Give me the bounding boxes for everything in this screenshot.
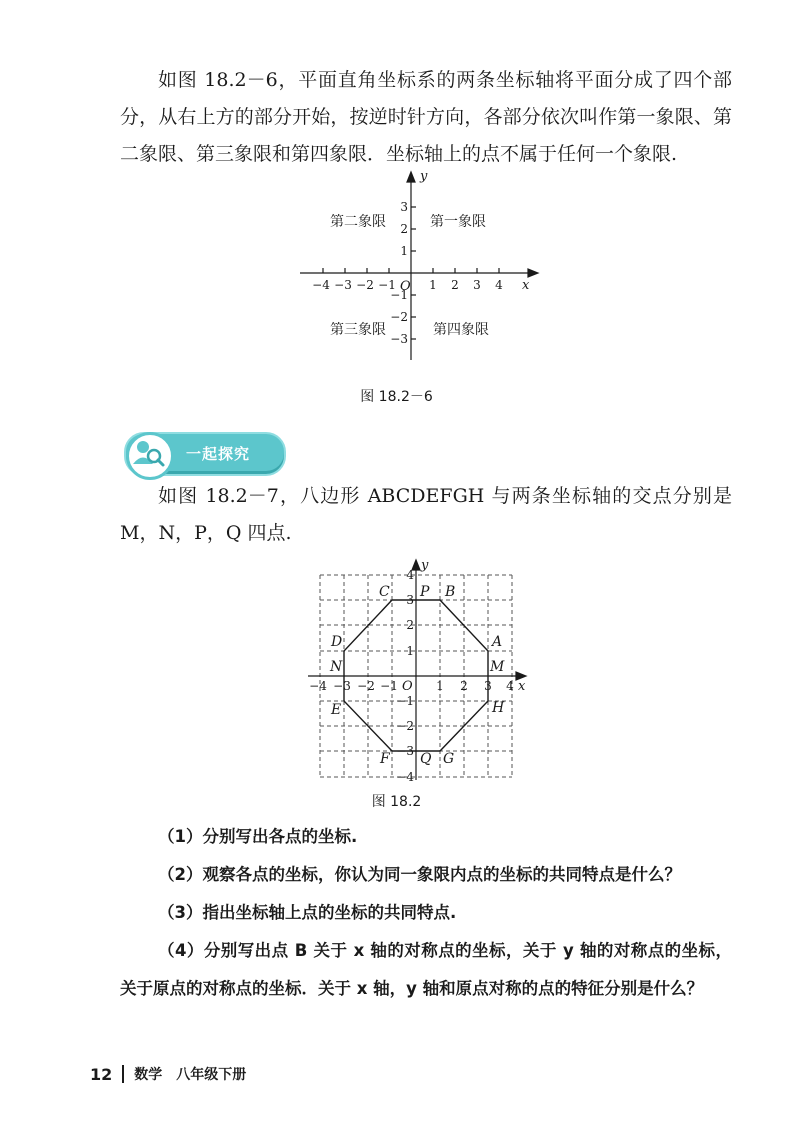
figure-caption: 图 18.2－6	[360, 389, 433, 405]
y-tick-label: −1	[396, 694, 414, 708]
badge-label: 一起探究	[186, 445, 251, 463]
point-g-label: G	[443, 751, 455, 767]
quadrant-1-label: 第一象限	[430, 214, 486, 230]
x-tick-label: 1	[429, 278, 437, 292]
y-tick-label: −3	[396, 744, 414, 758]
x-tick-label: −3	[333, 679, 351, 693]
question-1: （1）分别写出各点的坐标.	[158, 827, 358, 846]
x-tick-label: −4	[312, 278, 330, 292]
x-tick-label: 3	[473, 278, 481, 292]
footer-subject: 数学	[134, 1067, 163, 1083]
question-4: （4）分别写出点 B 关于 x 轴的对称点的坐标，关于 y 轴的对称点的坐标，关于原点的对称点的坐标．关于 x 轴，y 轴和原点对称的点的特征分别是什么？	[120, 941, 732, 998]
x-tick-label: −4	[309, 679, 327, 693]
x-tick-label: 3	[484, 679, 492, 693]
y-tick-label: −2	[390, 310, 408, 324]
page-number: 12	[90, 1064, 113, 1084]
point-a-label: A	[492, 634, 503, 650]
y-tick-label: 3	[406, 593, 414, 607]
y-tick-label: 4	[406, 568, 414, 582]
explore-paragraph: 如图 18.2－7，八边形 ABCDEFGH 与两条坐标轴的交点分别是 M，N，P，Q 四点.	[120, 485, 732, 544]
point-n-label: N	[330, 659, 343, 675]
point-b-label: B	[445, 584, 456, 600]
point-q-label: Q	[420, 751, 432, 767]
x-tick-label: 4	[495, 278, 503, 292]
footer-divider	[122, 1065, 124, 1083]
y-tick-label: −1	[390, 288, 408, 302]
x-axis-label: x	[518, 679, 526, 694]
x-tick-label: 2	[460, 679, 468, 693]
origin-label: O	[400, 279, 411, 294]
question-2: （2）观察各点的坐标，你认为同一象限内点的坐标的共同特点是什么？	[158, 865, 681, 884]
quadrant-4-label: 第四象限	[433, 322, 489, 338]
question-3: （3）指出坐标轴上点的坐标的共同特点.	[158, 903, 457, 922]
point-f-label: F	[380, 751, 390, 767]
quadrant-3-label: 第三象限	[330, 322, 386, 338]
y-tick-label: 1	[400, 244, 408, 258]
x-tick-label: −2	[357, 679, 375, 693]
x-axis-label: x	[522, 278, 530, 293]
x-tick-label: 1	[436, 679, 444, 693]
point-m-label: M	[490, 659, 505, 675]
origin-label: O	[402, 679, 413, 694]
y-axis-label: y	[421, 558, 429, 573]
y-tick-label: 2	[400, 222, 408, 236]
footer-book: 八年级下册	[176, 1067, 247, 1083]
point-h-label: H	[492, 700, 505, 716]
y-axis-label: y	[420, 169, 428, 184]
quadrant-2-label: 第二象限	[330, 214, 386, 230]
point-d-label: D	[331, 634, 343, 650]
x-tick-label: 2	[451, 278, 459, 292]
y-tick-label: −4	[396, 770, 414, 784]
x-tick-label: 4	[506, 679, 514, 693]
figure-caption: 图 18.2	[371, 794, 422, 810]
y-tick-label: 1	[406, 644, 414, 658]
point-e-label: E	[331, 702, 342, 718]
y-tick-label: 3	[400, 200, 408, 214]
y-tick-label: 2	[406, 618, 414, 632]
x-tick-label: −1	[380, 679, 398, 693]
point-c-label: C	[379, 584, 390, 600]
x-tick-label: −1	[378, 278, 396, 292]
x-tick-label: −3	[334, 278, 352, 292]
y-tick-label: −2	[396, 719, 414, 733]
point-p-label: P	[420, 584, 430, 600]
y-tick-label: −3	[390, 332, 408, 346]
page-footer	[90, 1064, 246, 1084]
intro-paragraph: 如图 18.2－6，平面直角坐标系的两条坐标轴将平面分成了四个部分，从右上方的部分开始，按逆时针方向，各部分依次叫作第一象限、第二象限、第三象限和第四象限．坐标轴上的点不属于任何一个象限.	[120, 69, 732, 165]
x-tick-label: −2	[356, 278, 374, 292]
